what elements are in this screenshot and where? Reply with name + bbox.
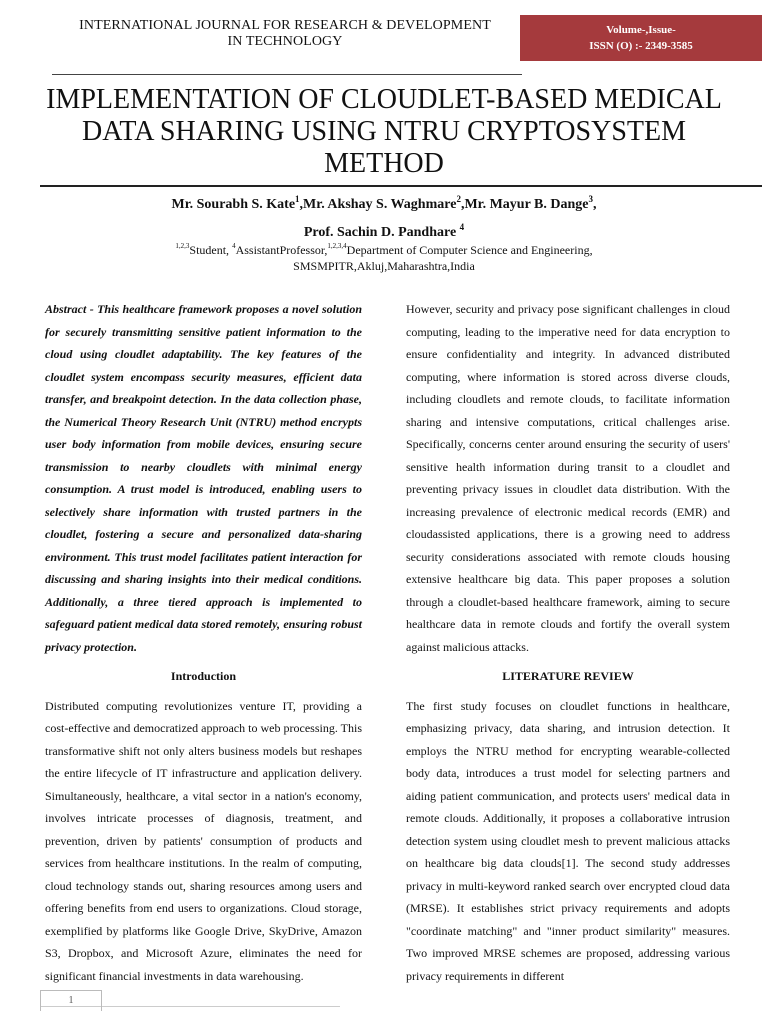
journal-header bbox=[50, 18, 520, 50]
author-2: ,Mr. Akshay S. Waghmare bbox=[299, 197, 457, 212]
literature-heading: LITERATURE REVIEW bbox=[502, 669, 634, 683]
journal-title-line2: IN TECHNOLOGY bbox=[227, 34, 343, 49]
author-2-sup: 2 bbox=[456, 194, 461, 204]
abstract: Abstract - This healthcare framework proposes a novel solution for securely transmitting sensitive patient information to the cloud using cloudlet adaptability. The key features of the cloudlet system encompass security measures, efficient data transfer, and breakpoint detection. In the data collection phase, the Numerical Theory Research Unit (NTRU) method encrypts user body information from mobile devices, ensuring secure transmission to nearby cloudlets with minimal energy consumption. A trust model is introduced, enabling users to selectively share information with trusted partners in the cloudlet, fostering a secure and personalized data-sharing environment. This trust model facilitates patient interaction for discussing and sharing insights into their medical conditions. Additionally, a three tiered approach is implemented to safeguard patient medical data stored remotely, ensuring robust privacy protection. bbox=[45, 302, 362, 654]
author-3-tail: , bbox=[593, 197, 597, 212]
affil-sup-1: 1,2,3 bbox=[175, 242, 190, 250]
journal-title-line1: INTERNATIONAL JOURNAL FOR RESEARCH & DEVELOPMENT bbox=[79, 18, 491, 33]
title-divider bbox=[40, 185, 762, 187]
author-3: ,Mr. Mayur B. Dange bbox=[460, 197, 589, 212]
author-1: Mr. Sourabh S. Kate bbox=[171, 197, 296, 212]
issue-box bbox=[520, 15, 762, 61]
issn-label: ISSN (O) :- 2349-3585 bbox=[589, 40, 693, 52]
affil-institution: SMSMPITR,Akluj,Maharashtra,India bbox=[293, 259, 475, 273]
introduction-text: Distributed computing revolutionizes venture IT, providing a cost-effective and democratized approach to web processing. This transformative shift not only alters business models but reshapes the entire lifecycle of IT infrastructure and application delivery. Simultaneously, healthcare, a vital sector in a nation's economy, involves intricate processes of diagnosis, treatment, and prevention, driven by patients' consumption of products and services from healthcare institutions. In the realm of computing, cloud technology stands out, sharing resources among users and offering benefits from end users to organizations. Cloud storage, exemplified by platforms like Google Drive, SkyDrive, Amazon S3, Dropbox, and Microsoft Azure, eliminates the need for significant financial investments in data warehousing. bbox=[45, 698, 362, 983]
volume-label: Volume-,Issue- bbox=[606, 24, 676, 36]
paper-title bbox=[30, 84, 738, 180]
affil-asst: AssistantProfessor, bbox=[235, 243, 328, 257]
author-4: Prof. Sachin D. Pandhare bbox=[303, 225, 457, 240]
paper-title-line2: DATA SHARING USING NTRU CRYPTOSYSTEM bbox=[82, 116, 686, 147]
literature-text: The first study focuses on cloudlet functions in healthcare, emphasizing privacy, data sharing, and intrusion detection. It employs the NTRU method for encrypting wearable-collected body data, introduces a trust model for selecting partners and aiding patient communication, and protects users' medical data in remote clouds. Additionally, it proposes a collaborative intrusion detection system using cloudlet mesh to prevent malicious attacks on healthcare big data clouds[1]. The second study addresses privacy in multi-keyword ranked search over encrypted cloud data (MRSE). It establishes strict privacy requirements and adopts "coordinate matching" and "inner product similarity" measures. Two improved MRSE schemes are proposed, addressing various privacy requirements in different bbox=[406, 698, 730, 983]
author-4-sup: 4 bbox=[459, 222, 465, 232]
intro-continued: However, security and privacy pose significant challenges in cloud computing, leading to the imperative need for data encryption to ensure confidentiality and integrity. In advanced distributed computing, where information is stored across diverse clouds, including cloudlets and remote clouds, to facilitate information sharing and intensive computations, critical challenges arise. Specifically, concerns center around ensuring the security of users' sensitive health information during transit to a cloudlet and preventing privacy issues in cloudlet data distribution. With the increasing prevalence of electronic medical records (EMR) and cloudassisted applications, there is a growing need to address security considerations associated with remote clouds housing extensive healthcare big data. This paper proposes a solution through a cloudlet-based healthcare framework, aiming to secure healthcare data in remote clouds and fortify the overall system against malicious attacks. bbox=[406, 302, 730, 654]
affil-sup-2: 4 bbox=[232, 242, 236, 250]
affil-dept: Department of Computer Science and Engineering, bbox=[346, 243, 593, 257]
header-divider bbox=[52, 74, 522, 75]
author-1-sup: 1 bbox=[295, 194, 300, 204]
right-column bbox=[406, 298, 730, 987]
affil-sup-3: 1,2,3,4 bbox=[327, 242, 347, 250]
author-3-sup: 3 bbox=[588, 194, 593, 204]
affiliation bbox=[0, 243, 768, 273]
author-list bbox=[0, 194, 768, 241]
left-column bbox=[45, 298, 362, 987]
affil-student: Student, bbox=[189, 243, 230, 257]
introduction-heading: Introduction bbox=[170, 669, 237, 683]
page-number: 1 bbox=[40, 990, 102, 1011]
author-line-2 bbox=[0, 222, 768, 241]
paper-title-line3: METHOD bbox=[324, 148, 444, 179]
paper-title-line1: IMPLEMENTATION OF CLOUDLET-BASED MEDICAL bbox=[46, 84, 722, 115]
